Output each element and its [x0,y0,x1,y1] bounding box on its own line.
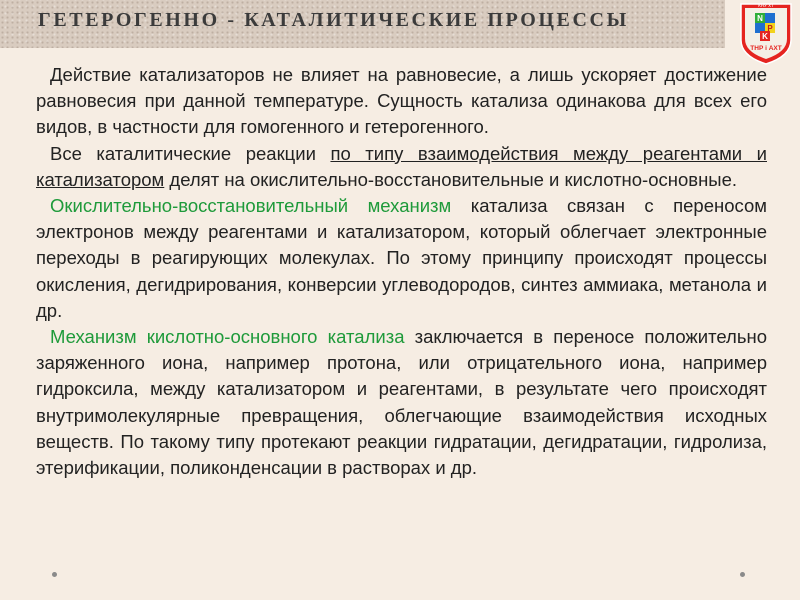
logo-bottom-text: ТНР i АХТ [750,45,782,52]
paragraph-2 [36,141,767,193]
logo-top-text: КНУ ХТ [758,3,774,8]
title-band [0,0,725,48]
acid-base-catalysis-term: Механизм кислотно-основного катализа [50,326,405,348]
university-logo-icon [735,0,797,66]
paragraph-3-rest: катализа связан с переносом электронов между реагентами и катализатором, который облегчает электронные переходы в реагирующих молекулах. По этому принципу происходят процессы окисления, дегидрирования, конверсии углеводородов, синтез аммиака, метанола и др. [36,195,767,321]
bullet-dot-right [740,572,745,577]
paragraph-3 [36,193,767,324]
paragraph-2-start: Все каталитические реакции [50,142,331,164]
logo-letter-n: N [757,14,763,23]
logo-letter-k: K [762,32,768,41]
main-content [36,62,767,481]
bullet-dot-left [52,572,57,577]
paragraph-2-end: делят на окислительно-восстановительные и кислотно-основные. [164,168,738,190]
paragraph-4-rest: заключается в переносе положительно заряженного иона, например протона, или отрицательного иона, например гидроксила, между катализатором и реагентами, в результате чего происходят внутримолекулярные превращения, облегчающие взаимодействия исходных веществ. По такому типу протекают реакции гидратации, дегидратации, гидролиза, этерификации, поликонденсации в растворах и др. [36,326,767,479]
paragraph-4 [36,324,767,481]
redox-mechanism-term: Окислительно-восстановительный механизм [50,195,452,217]
logo-letter-p: P [767,24,773,33]
page-title: ГЕТЕРОГЕННО - КАТАЛИТИЧЕСКИЕ ПРОЦЕССЫ [38,9,629,31]
paragraph-2-underlined: по типу взаимодействия между реагентами и катализатором [36,142,767,190]
paragraph-1: Действие катализаторов не влияет на равновесие, а лишь ускоряет достижение равновесия при данной температуре. Сущность катализа одинакова для всех его видов, в частности для гомогенного и гетерогенного. [36,64,767,138]
